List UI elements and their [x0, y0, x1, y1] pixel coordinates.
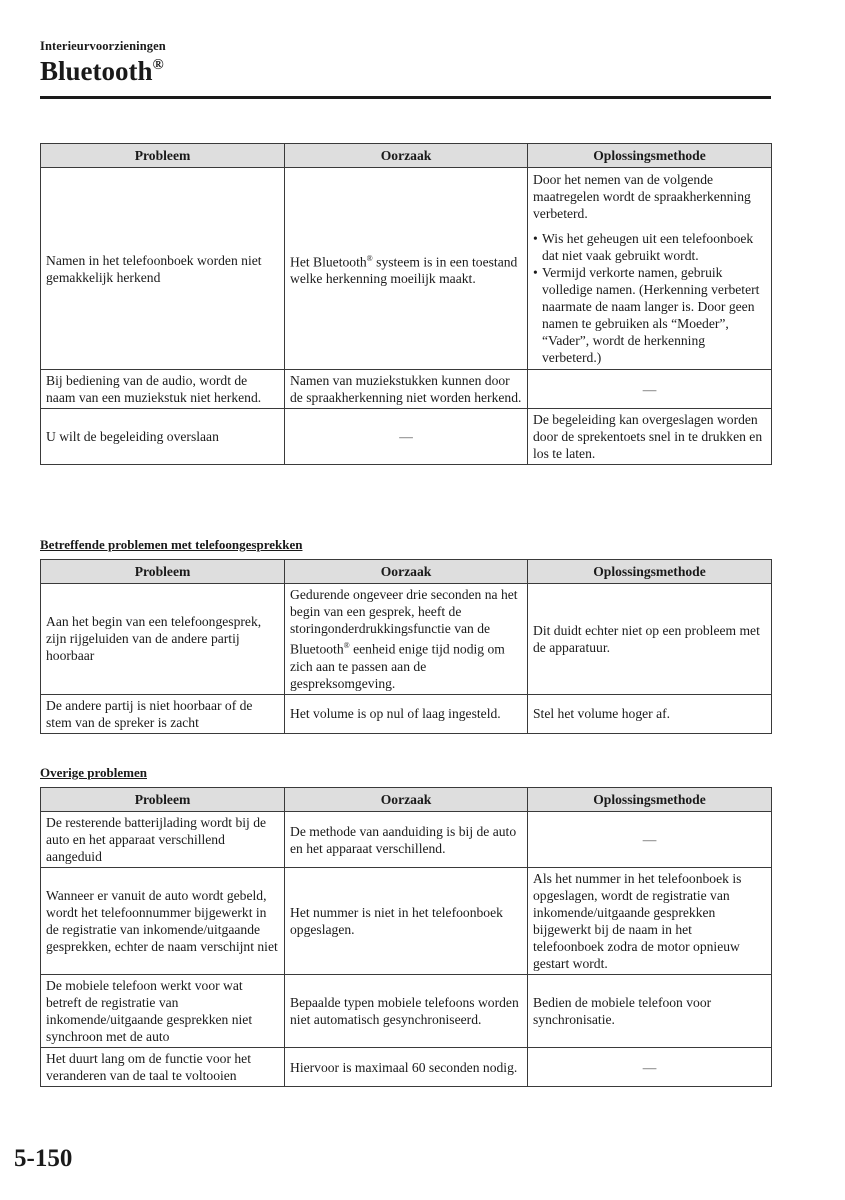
- solution-cell: Stel het volume hoger af.: [528, 694, 772, 733]
- cause-text-cont: systeem is in een toestand welke herkenning moeilijk maakt.: [290, 254, 518, 287]
- column-header-solution: Oplossingsmethode: [528, 144, 772, 168]
- section-label: Interieurvoorzieningen: [40, 39, 166, 53]
- problem-cell: U wilt de begeleiding overslaan: [41, 409, 285, 465]
- cause-text-cont: eenheid enige tijd nodig om zich aan te passen aan de gespreksomgeving.: [290, 641, 505, 691]
- problem-cell: De andere partij is niet hoorbaar of de stem van de spreker is zacht: [41, 694, 285, 733]
- problem-cell: De resterende batterijlading wordt bij de auto en het apparaat verschillend aangeduid: [41, 812, 285, 868]
- column-header-problem: Probleem: [41, 788, 285, 812]
- problem-cell: Namen in het telefoonboek worden niet gemakkelijk herkend: [41, 168, 285, 370]
- solution-cell: Dit duidt echter niet op een probleem met de apparatuur.: [528, 584, 772, 695]
- table-general-block: [40, 143, 771, 465]
- title-rule: [40, 96, 771, 99]
- solution-list: [533, 230, 766, 366]
- list-item: • Wis het geheugen uit een telefoonboek dat niet vaak gebruikt wordt.: [533, 230, 766, 264]
- solution-intro: Door het nemen van de volgende maatregelen wordt de spraakherkenning verbeterd.: [533, 172, 751, 221]
- cause-cell: Het volume is op nul of laag ingesteld.: [285, 694, 528, 733]
- column-header-cause: Oorzaak: [285, 560, 528, 584]
- solution-cell: De begeleiding kan overgeslagen worden door de sprekentoets snel in te drukken en los te laten.: [528, 409, 772, 465]
- column-header-solution: Oplossingsmethode: [528, 560, 772, 584]
- solution-cell: [528, 168, 772, 370]
- registered-mark: ®: [343, 641, 350, 650]
- cause-cell: Bepaalde typen mobiele telefoons worden niet automatisch gesynchroniseerd.: [285, 975, 528, 1048]
- troubleshooting-table-other: [40, 787, 772, 1087]
- column-header-problem: Probleem: [41, 560, 285, 584]
- solution-cell: Bedien de mobiele telefoon voor synchronisatie.: [528, 975, 772, 1048]
- troubleshooting-table-calls: [40, 559, 772, 734]
- cause-cell: Hiervoor is maximaal 60 seconden nodig.: [285, 1048, 528, 1087]
- cause-text: Het Bluetooth: [290, 254, 367, 270]
- list-item: • Vermijd verkorte namen, gebruik volledige namen. (Herkenning verbetert naarmate de naam langer is. Door geen namen te gebruiken als “Moeder”, “Vader”, wordt de herkenning verbeterd.): [533, 264, 766, 366]
- cause-cell: Namen van muziekstukken kunnen door de spraakherkenning niet worden herkend.: [285, 370, 528, 409]
- table-row: [41, 868, 772, 975]
- column-header-cause: Oorzaak: [285, 788, 528, 812]
- cause-cell: De methode van aanduiding is bij de auto en het apparaat verschillend.: [285, 812, 528, 868]
- cause-text: Gedurende ongeveer drie seconden na het begin van een gesprek, heeft de storingonderdrukkingsfunctie van de Bluetooth: [290, 587, 518, 657]
- page-number: 5-150: [14, 1145, 73, 1172]
- table-row: [41, 694, 772, 733]
- table-row: [41, 975, 772, 1048]
- table-row: [41, 812, 772, 868]
- table-row: [41, 1048, 772, 1087]
- solution-cell: —: [528, 370, 772, 409]
- problem-cell: Bij bediening van de audio, wordt de naam van een muziekstuk niet herkend.: [41, 370, 285, 409]
- page-header: [40, 38, 771, 87]
- table-header-row: [41, 144, 772, 168]
- solution-cell: —: [528, 1048, 772, 1087]
- cause-cell: Het nummer is niet in het telefoonboek opgeslagen.: [285, 868, 528, 975]
- column-header-solution: Oplossingsmethode: [528, 788, 772, 812]
- problem-cell: Aan het begin van een telefoongesprek, zijn rijgeluiden van de andere partij hoorbaar: [41, 584, 285, 695]
- cause-cell: —: [285, 409, 528, 465]
- problem-cell: Het duurt lang om de functie voor het veranderen van de taal te voltooien: [41, 1048, 285, 1087]
- table-row: [41, 168, 772, 370]
- cause-cell: [285, 168, 528, 370]
- problem-cell: De mobiele telefoon werkt voor wat betreft de registratie van inkomende/uitgaande gesprekken niet synchroon met de auto: [41, 975, 285, 1048]
- subheading-other-problems: Overige problemen: [40, 765, 147, 780]
- table-other-block: [40, 765, 771, 1087]
- page-title: [40, 55, 771, 87]
- table-header-row: [41, 560, 772, 584]
- table-row: [41, 584, 772, 695]
- page-title-text: Bluetooth: [40, 56, 153, 86]
- table-row: [41, 370, 772, 409]
- table-row: [41, 409, 772, 465]
- subheading-phone-calls: Betreffende problemen met telefoongesprekken: [40, 537, 303, 552]
- column-header-problem: Probleem: [41, 144, 285, 168]
- cause-cell: [285, 584, 528, 695]
- troubleshooting-table-general: [40, 143, 772, 465]
- solution-cell: Als het nummer in het telefoonboek is opgeslagen, wordt de registratie van inkomende/uitgaande gesprekken bijgewerkt bij de naam in het telefoonboek zodra de motor opnieuw gestart wordt.: [528, 868, 772, 975]
- column-header-cause: Oorzaak: [285, 144, 528, 168]
- registered-mark: ®: [152, 57, 164, 73]
- table-header-row: [41, 788, 772, 812]
- solution-cell: —: [528, 812, 772, 868]
- table-calls-block: [40, 537, 771, 734]
- registered-mark: ®: [366, 253, 373, 263]
- problem-cell: Wanneer er vanuit de auto wordt gebeld, wordt het telefoonnummer bijgewerkt in de registratie van inkomende/uitgaande gesprekken, echter de naam verschijnt niet: [41, 868, 285, 975]
